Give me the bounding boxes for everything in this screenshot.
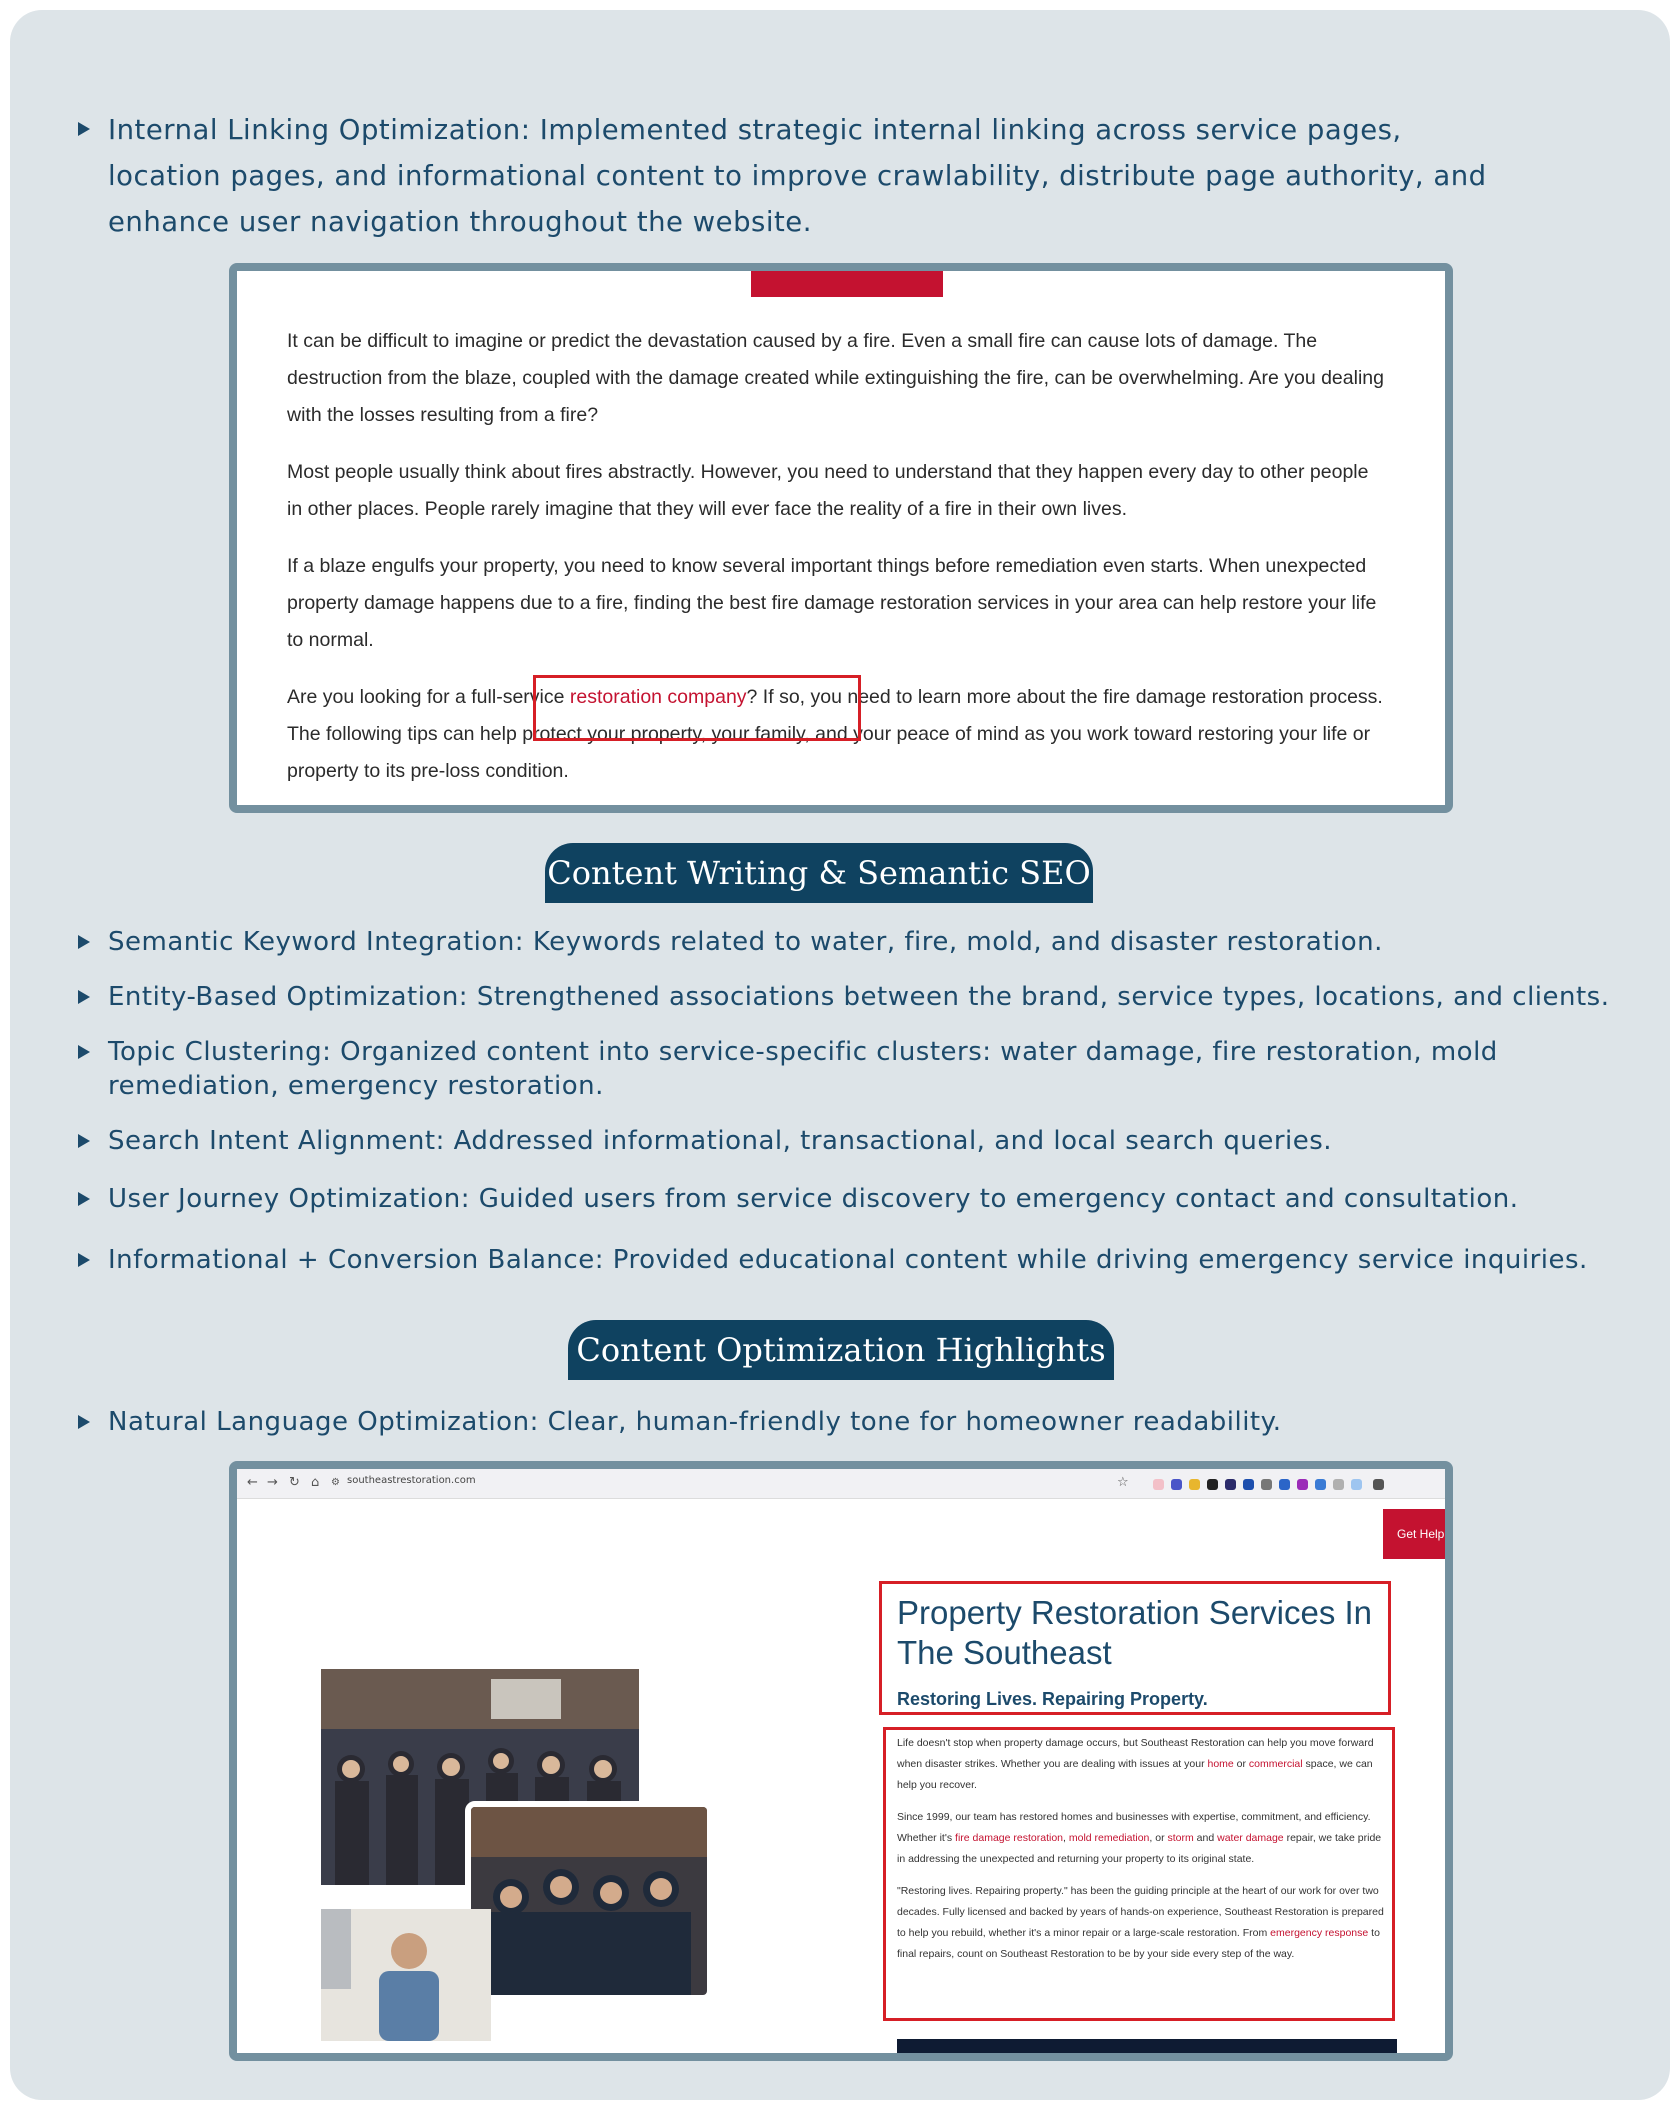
article-paragraph: Most people usually think about fires abstractly. However, you need to understand that they happen every day to other people in other places. People rarely imagine that they will ever face the reality of a fire in their own lives. xyxy=(287,461,1369,520)
article-paragraph: It can be difficult to imagine or predict the devastation caused by a fire. Even a small fire can cause lots of damage. The destruction from the blaze, coupled with the damage created while extinguishing the fire, can be overwhelming. Are you dealing with the losses resulting from a fire? xyxy=(287,330,1384,426)
home-icon[interactable]: ⌂ xyxy=(311,1475,320,1490)
emergency-response-link[interactable]: emergency response xyxy=(1270,1927,1369,1939)
extension-icon[interactable] xyxy=(1243,1479,1254,1490)
article-paragraph: If a blaze engulfs your property, you need to know several important things before remediation even starts. When unexpected property damage happens due to a fire, finding the best fire damage restoration services in your area can help restore your life to normal. xyxy=(287,555,1377,651)
site-info-icon[interactable]: ⚙ xyxy=(331,1477,340,1488)
extension-icon[interactable] xyxy=(1279,1479,1290,1490)
hero-paragraph: Life doesn't stop when property damage occurs, but Southeast Restoration can help you move forward when disaster strikes. Whether you are dealing with issues at your home or commercial space, we can help you recover. xyxy=(897,1737,1374,1791)
bullet-informational-conversion: Informational + Conversion Balance: Provided educational content while driving emergency service inquiries. xyxy=(108,1243,1628,1277)
home-link[interactable]: home xyxy=(1207,1758,1234,1770)
hero-body xyxy=(897,1733,1391,1976)
bullet-natural-language: Natural Language Optimization: Clear, human-friendly tone for homeowner readability. xyxy=(108,1405,1608,1439)
extension-icon[interactable] xyxy=(1225,1479,1236,1490)
restoration-company-link[interactable]: restoration company xyxy=(569,686,747,708)
storm-link[interactable]: storm xyxy=(1167,1832,1194,1844)
bullet-arrow-icon xyxy=(78,1415,90,1429)
extension-icon[interactable] xyxy=(1297,1479,1308,1490)
forward-icon[interactable]: → xyxy=(267,1475,278,1490)
bullet-topic-clustering: Topic Clustering: Organized content into service-specific clusters: water damage, fire restoration, mold remediation, emergency restoration. xyxy=(108,1035,1608,1103)
reload-icon[interactable]: ↻ xyxy=(289,1475,300,1490)
bullet-semantic-keyword: Semantic Keyword Integration: Keywords related to water, fire, mold, and disaster restoration. xyxy=(108,925,1608,959)
hero-paragraph: "Restoring lives. Repairing property." has been the guiding principle at the heart of our work for over two decades. Fully licensed and backed by years of hands-on experience, Southeast Restoration is prepared to help you rebuild, whether it's a minor repair or a large-scale restoration. From emergency response to final repairs, count on Southeast Restoration to be by your side every step of the way. xyxy=(897,1885,1384,1960)
bullet-arrow-icon xyxy=(78,1045,90,1059)
article-screenshot xyxy=(229,263,1453,813)
extension-icon[interactable] xyxy=(1261,1479,1272,1490)
bullet-arrow-icon xyxy=(78,990,90,1004)
extension-icon[interactable] xyxy=(1153,1479,1164,1490)
extensions-puzzle-icon[interactable] xyxy=(1373,1479,1384,1490)
section-heading-content-optimization: Content Optimization Highlights xyxy=(568,1320,1114,1380)
mold-remediation-link[interactable]: mold remediation xyxy=(1068,1832,1150,1844)
hero-paragraph: Since 1999, our team has restored homes and businesses with expertise, commitment, and efficiency. Whether it's fire damage restoration, mold remediation, or storm and water damage repair, we take pride in addressing the unexpected and returning your property to its original state. xyxy=(897,1811,1382,1865)
fire-damage-link[interactable]: fire damage restoration xyxy=(955,1832,1064,1844)
internal-link-highlight xyxy=(533,675,861,741)
back-icon[interactable]: ← xyxy=(247,1475,258,1490)
section-heading-content-writing: Content Writing & Semantic SEO xyxy=(545,843,1093,903)
extension-icon[interactable] xyxy=(1333,1479,1344,1490)
team-huddle-photo xyxy=(465,1801,713,2001)
bookmark-star-icon[interactable]: ☆ xyxy=(1117,1475,1129,1490)
bullet-arrow-icon xyxy=(78,122,90,136)
extension-icon[interactable] xyxy=(1171,1479,1182,1490)
extension-icon[interactable] xyxy=(1207,1479,1218,1490)
bullet-search-intent: Search Intent Alignment: Addressed informational, transactional, and local search queries. xyxy=(108,1124,1608,1158)
browser-toolbar xyxy=(237,1469,1445,1499)
bullet-user-journey: User Journey Optimization: Guided users from service discovery to emergency contact and consultation. xyxy=(108,1182,1608,1216)
presenter-photo xyxy=(321,1909,491,2041)
website-screenshot xyxy=(229,1461,1453,2061)
bullet-arrow-icon xyxy=(78,1192,90,1206)
bullet-arrow-icon xyxy=(78,1134,90,1148)
get-help-button[interactable]: Get Help I xyxy=(1383,1509,1445,1559)
hero-subtitle: Restoring Lives. Repairing Property. xyxy=(897,1689,1208,1709)
bullet-arrow-icon xyxy=(78,1253,90,1267)
water-damage-link[interactable]: water damage xyxy=(1217,1832,1284,1844)
extension-icon[interactable] xyxy=(1189,1479,1200,1490)
red-accent-tab xyxy=(751,271,943,297)
hero-title: Property Restoration Services In The Southeast xyxy=(897,1594,1373,1671)
bullet-entity-based: Entity-Based Optimization: Strengthened associations between the brand, service types, locations, and clients. xyxy=(108,980,1628,1014)
dark-footer-band xyxy=(897,2039,1397,2061)
extension-icon[interactable] xyxy=(1315,1479,1326,1490)
article-paragraph: Are you looking for a full-service restoration company? If so, you need to learn more about the fire damage restoration process. The following tips can help protect your property, your family, and your peace of mind as you work toward restoring your life or property to its pre-loss condition. xyxy=(287,686,1383,782)
extension-icon[interactable] xyxy=(1351,1479,1362,1490)
commercial-link[interactable]: commercial xyxy=(1248,1758,1303,1770)
bullet-arrow-icon xyxy=(78,935,90,949)
bullet-internal-linking: Internal Linking Optimization: Implemented strategic internal linking across service pages, location pages, and informational content to improve crawlability, distribute page authority, and enhance user navigation throughout the website. xyxy=(108,107,1568,245)
address-bar[interactable]: southeastrestoration.com xyxy=(347,1475,476,1486)
